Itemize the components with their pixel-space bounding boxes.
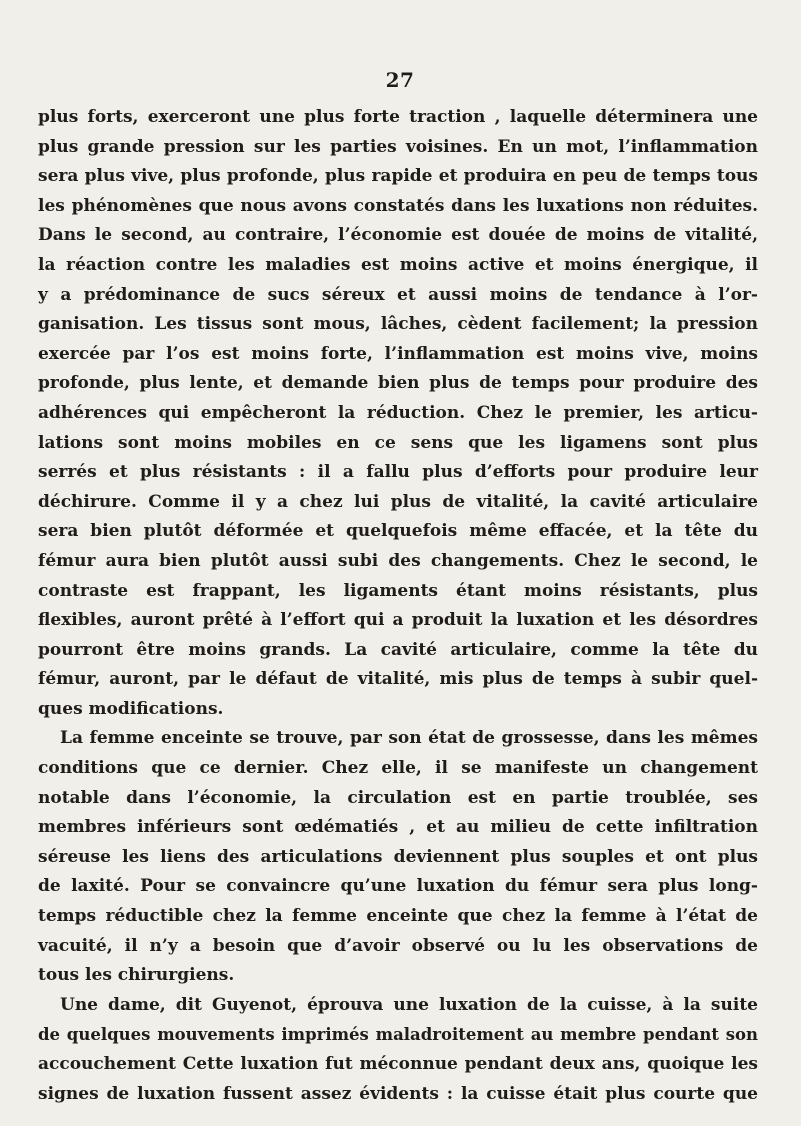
text-line: contraste est frappant, les ligaments étant moins résistants, plus <box>38 580 758 601</box>
text-line: ques modifications. <box>38 698 224 719</box>
text-line: notable dans l’économie, la circulation est en partie troublée, ses <box>38 787 758 808</box>
text-line: Dans le second, au contraire, l’économie est douée de moins de vitalité, <box>38 225 758 246</box>
text-line: sera plus vive, plus profonde, plus rapide et produira en peu de temps tous <box>38 166 758 187</box>
text-line: la réaction contre les maladies est moins active et moins énergique, il <box>38 254 758 275</box>
text-line: pourront être moins grands. La cavité articulaire, comme la tête du <box>38 639 758 660</box>
text-line: déchirure. Comme il y a chez lui plus de vitalité, la cavité articulaire <box>38 491 758 512</box>
text-line: séreuse les liens des articulations deviennent plus souples et ont plus <box>38 846 758 867</box>
text-line: La femme enceinte se trouve, par son état de grossesse, dans les mêmes <box>60 728 758 749</box>
text-line: les phénomènes que nous avons constatés dans les luxations non réduites. <box>38 195 758 216</box>
text-line: sera bien plutôt déformée et quelquefois même effacée, et la tête du <box>38 521 758 542</box>
text-line: accouchement Cette luxation fut méconnue pendant deux ans, quoique les <box>38 1054 758 1074</box>
text-line: y a prédominance de sucs séreux et aussi moins de tendance à l’or- <box>38 284 758 305</box>
paragraph <box>38 103 758 724</box>
text-line: tous les chirurgiens. <box>38 965 235 986</box>
text-line: plus forts, exerceront une plus forte traction , laquelle déterminera une <box>38 107 758 127</box>
text-line: serrés et plus résistants : il a fallu plus d’efforts pour produire leur <box>38 462 758 483</box>
paragraph <box>38 991 758 1109</box>
paragraph <box>38 724 758 990</box>
text-line: Une dame, dit Guyenot, éprouva une luxation de la cuisse, à la suite <box>60 994 758 1015</box>
text-line: membres inférieurs sont œdématiés , et au milieu de cette infiltration <box>38 817 758 838</box>
text-line: flexibles, auront prêté à l’effort qui a produit la luxation et les désordres <box>38 610 758 631</box>
text-line: fémur, auront, par le défaut de vitalité, mis plus de temps à subir quel- <box>38 669 758 690</box>
text-line: adhérences qui empêcheront la réduction. Chez le premier, les articu- <box>38 402 758 423</box>
text-line: temps réductible chez la femme enceinte que chez la femme à l’état de <box>38 906 758 927</box>
text-line: vacuité, il n’y a besoin que d’avoir observé ou lu les observations de <box>38 935 758 956</box>
body-text <box>38 103 758 1109</box>
text-line: plus grande pression sur les parties voisines. En un mot, l’inflammation <box>38 136 758 157</box>
text-line: lations sont moins mobiles en ce sens que les ligamens sont plus <box>38 432 758 453</box>
text-line: ganisation. Les tissus sont mous, lâches, cèdent facilement; la pression <box>38 314 758 335</box>
text-line: fémur aura bien plutôt aussi subi des changements. Chez le second, le <box>38 550 758 571</box>
text-line: signes de luxation fussent assez évidents : la cuisse était plus courte que <box>38 1083 758 1104</box>
page-number: 27 <box>385 68 415 92</box>
text-line: exercée par l’os est moins forte, l’inflammation est moins vive, moins <box>38 343 758 364</box>
text-line: conditions que ce dernier. Chez elle, il se manifeste un changement <box>38 758 758 779</box>
text-line: de quelques mouvements imprimés maladroitement au membre pendant son <box>38 1025 758 1045</box>
text-line: de laxité. Pour se convaincre qu’une luxation du fémur sera plus long- <box>38 876 758 897</box>
text-line: profonde, plus lente, et demande bien plus de temps pour produire des <box>38 373 758 394</box>
